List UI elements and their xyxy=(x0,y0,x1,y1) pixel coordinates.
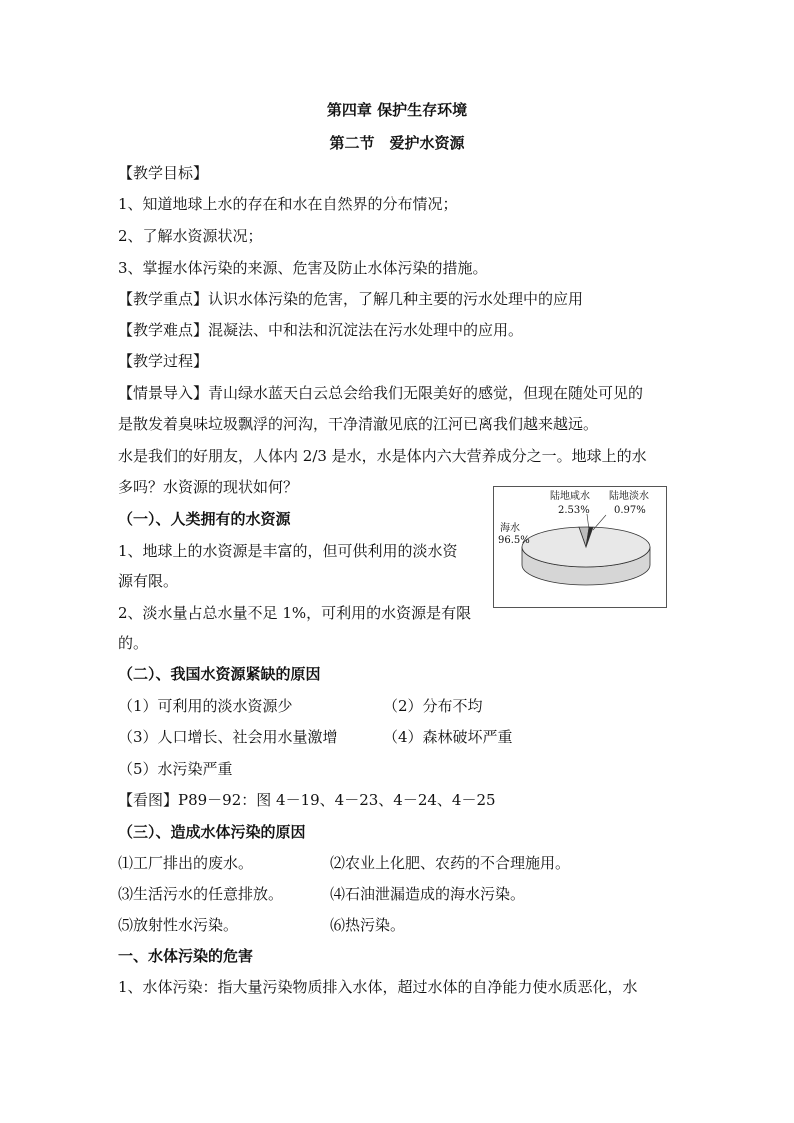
pie-value-land-freshwater: 0.97% xyxy=(614,505,646,516)
section2-item: （4）森林破坏严重 xyxy=(383,728,513,746)
section3-item: ⑴工厂排出的废水。 xyxy=(118,854,254,872)
figure-reference: 【看图】P89－92：图 4－19、4－23、4－24、4－25 xyxy=(118,791,496,809)
goals-heading: 【教学目标】 xyxy=(118,164,209,182)
goal-item: 2、了解水资源状况； xyxy=(118,227,263,245)
page-title: 第四章 保护生存环境 xyxy=(326,101,468,119)
section3-item: ⑶生活污水的任意排放。 xyxy=(118,885,284,903)
section1-line: 1、地球上的水资源是丰富的，但可供利用的淡水资 xyxy=(118,542,458,560)
intro-line: 【情景导入】青山绿水蓝天白云总会给我们无限美好的感觉，但现在随处可见的 xyxy=(118,384,644,402)
section1-heading: （一）、人类拥有的水资源 xyxy=(118,510,291,528)
pie-label-land-freshwater: 陆地淡水 xyxy=(609,491,649,502)
intro-line: 多吗？水资源的现状如何？ xyxy=(118,478,299,496)
section2-item: （3）人口增长、社会用水量激增 xyxy=(118,728,338,746)
intro-line: 水是我们的好朋友，人体内 2/3 是水，水是体内六大营养成分之一。地球上的水 xyxy=(118,447,647,465)
section3-item: ⑹热污染。 xyxy=(330,916,406,934)
section2-item: （5）水污染严重 xyxy=(118,760,233,778)
process-heading: 【教学过程】 xyxy=(118,352,209,370)
section3-item: ⑸放射性水污染。 xyxy=(118,916,239,934)
section3-item: ⑵农业上化肥、农药的不合理施用。 xyxy=(330,854,571,872)
key-point: 【教学重点】认识水体污染的危害，了解几种主要的污水处理中的应用 xyxy=(118,290,584,308)
section4-heading: 一、水体污染的危害 xyxy=(118,947,254,965)
section4-line: 1、水体污染：指大量污染物质排入水体，超过水体的自净能力使水质恶化，水 xyxy=(118,978,638,996)
section3-item: ⑷石油泄漏造成的海水污染。 xyxy=(330,885,526,903)
section-subtitle: 第二节 爱护水资源 xyxy=(329,134,465,152)
section2-item: （2）分布不均 xyxy=(383,697,483,715)
water-distribution-pie-chart xyxy=(493,486,667,608)
section3-heading: （三）、造成水体污染的原因 xyxy=(118,823,306,841)
goal-item: 1、知道地球上水的存在和水在自然界的分布情况； xyxy=(118,195,458,213)
section2-heading: （二）、我国水资源紧缺的原因 xyxy=(118,665,321,683)
pie-label-land-saltwater: 陆地咸水 xyxy=(550,491,590,502)
pie-value-seawater: 96.5% xyxy=(498,535,530,546)
pie-value-land-saltwater: 2.53% xyxy=(558,505,590,516)
goal-item: 3、掌握水体污染的来源、危害及防止水体污染的措施。 xyxy=(118,259,488,277)
section1-line: 2、淡水量占总水量不足 1%，可利用的水资源是有限 xyxy=(118,604,472,622)
section1-line: 源有限。 xyxy=(118,572,179,590)
section2-item: （1）可利用的淡水资源少 xyxy=(118,697,293,715)
pie-label-seawater: 海水 xyxy=(500,523,520,534)
section1-line: 的。 xyxy=(118,634,149,652)
intro-line: 是散发着臭味垃圾飘浮的河沟，干净清澈见底的江河已离我们越来越远。 xyxy=(118,415,599,433)
difficulty: 【教学难点】混凝法、中和法和沉淀法在污水处理中的应用。 xyxy=(118,321,524,339)
